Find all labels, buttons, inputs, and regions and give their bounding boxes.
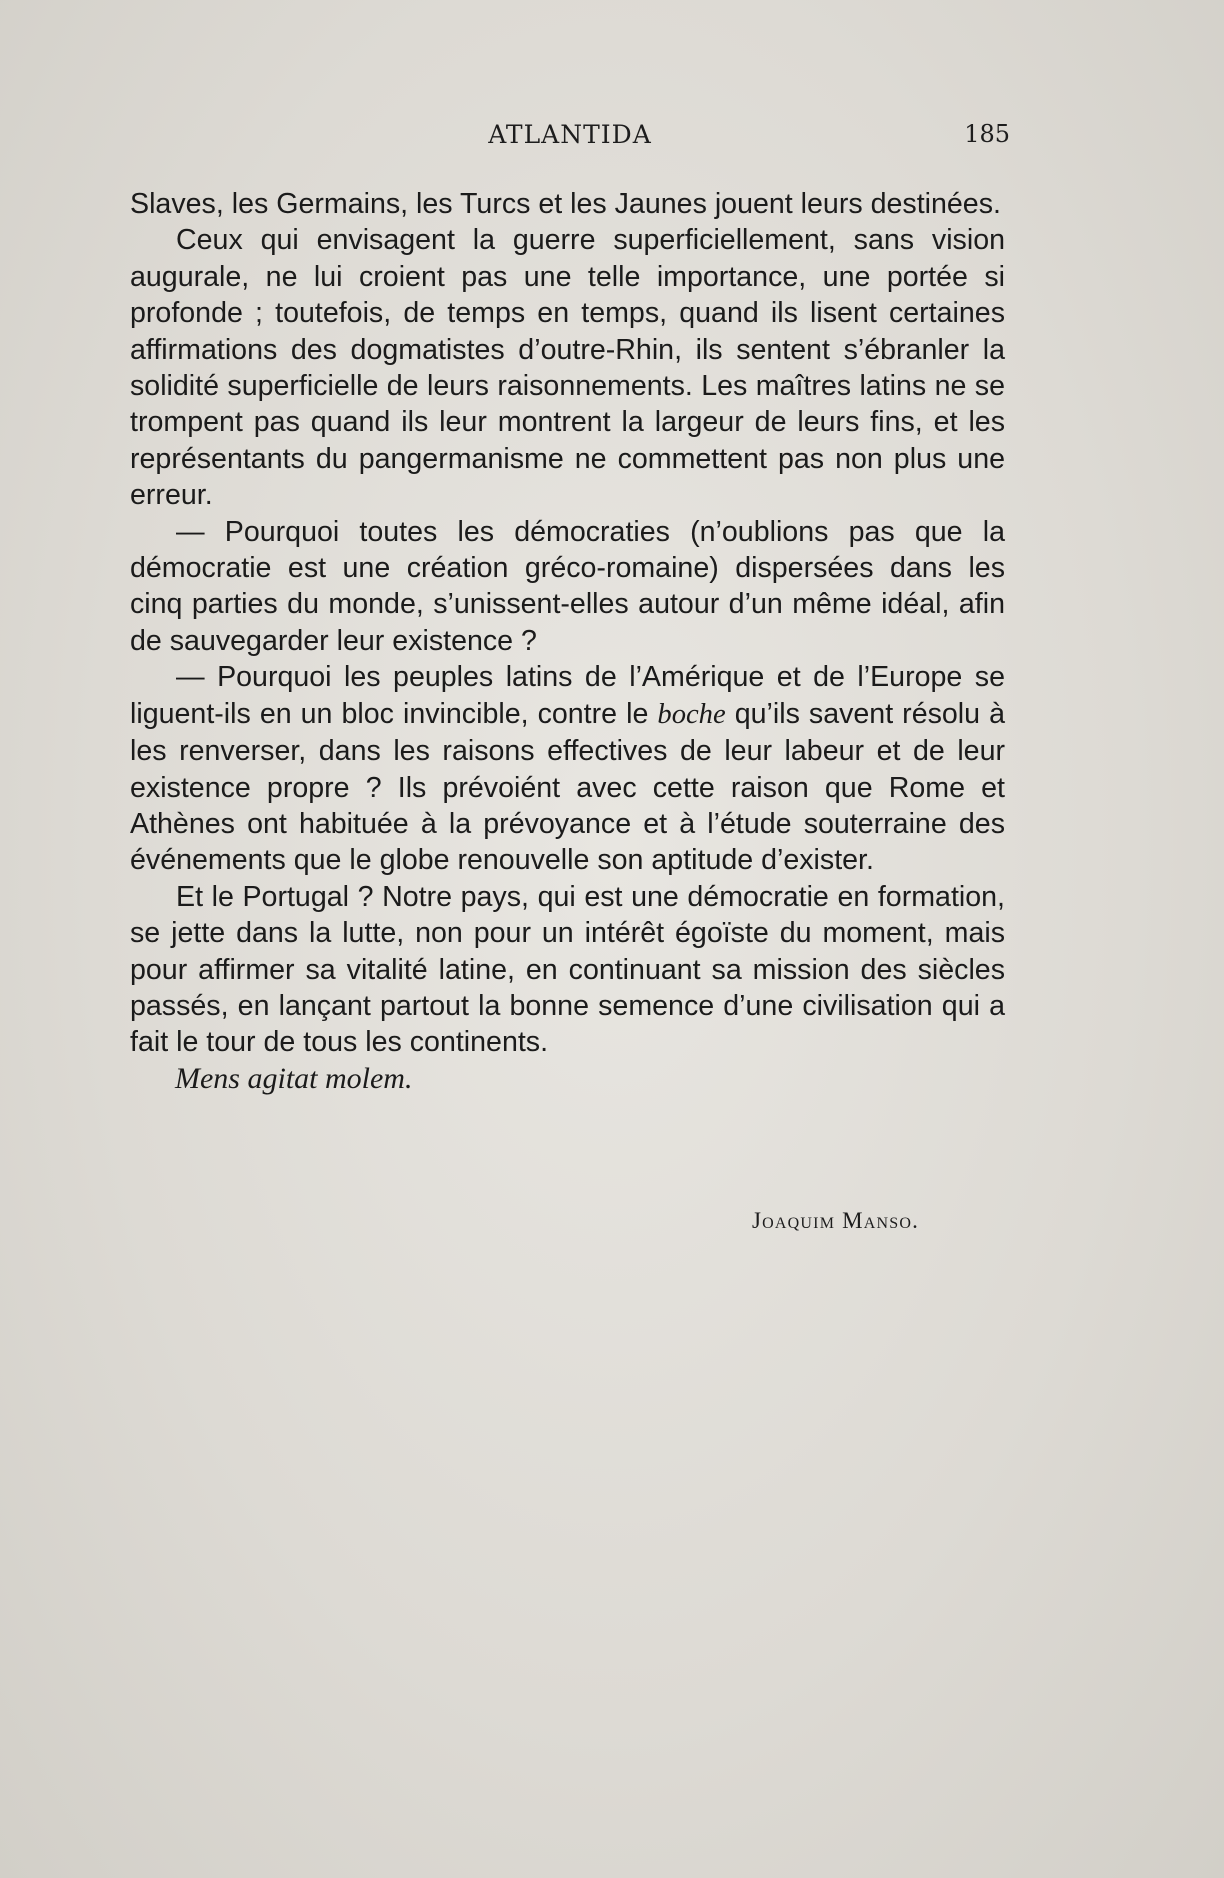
page-number: 185: [964, 120, 1010, 148]
paragraph-4-end: qu’ils savent résolu à les renverser, dans les raisons effectives de leur labeur et de leur existence propre ? Ils prévoiént avec cette raison que Rome et Athènes ont habituée à la prévoyance et à l’étude souterraine des événements que le globe renouvelle son aptitude d’exister.: [130, 697, 1005, 877]
paragraph-4-start: — Pourquoi les peuples latins de l’Amérique et de l’Europe se liguent-ils en un bloc invincible, contre le: [130, 661, 1005, 730]
paragraph-5: Et le Portugal ? Notre pays, qui est une démocratie en formation, se jette dans la lutte, non pour un intérêt égoïste du moment, mais pour affirmer sa vitalité latine, en continuant sa mission des siècles passés, en lançant partout la bonne semence d’une civilisation qui a fait le tour de tous les continents.: [130, 880, 1005, 1059]
article-body: [130, 186, 1005, 1097]
paragraph-1: Slaves, les Germains, les Turcs et les Jaunes jouent leurs destinées.: [130, 188, 1001, 220]
italic-word-boche: boche: [657, 698, 726, 730]
running-title: ATLANTIDA: [488, 120, 652, 149]
latin-motto: Mens agitat molem.: [175, 1061, 413, 1095]
paragraph-3: — Pourquoi toutes les démocraties (n’oublions pas que la démocratie est une création gréco-romaine) dispersées dans les cinq parties du monde, s’unissent-elles autour d’un même idéal, afin de sauvegarder leur existence ?: [130, 515, 1005, 657]
page-header: [130, 120, 1010, 154]
paragraph-4: [130, 659, 1005, 878]
paragraph-2: Ceux qui envisagent la guerre superficiellement, sans vision augurale, ne lui croient pas une telle importance, une portée si profonde ; toutefois, de temps en temps, quand ils lisent certaines affirmations des dogmatistes d’outre-Rhin, ils sentent s’ébranler la solidité superficielle de leurs raisonnements. Les maîtres latins ne se trompent pas quand ils leur montrent la largeur de leurs fins, et les représentants du pangermanisme ne commettent pas non plus une erreur.: [130, 224, 1005, 512]
author-signature: Joaquim Manso.: [752, 1208, 920, 1233]
